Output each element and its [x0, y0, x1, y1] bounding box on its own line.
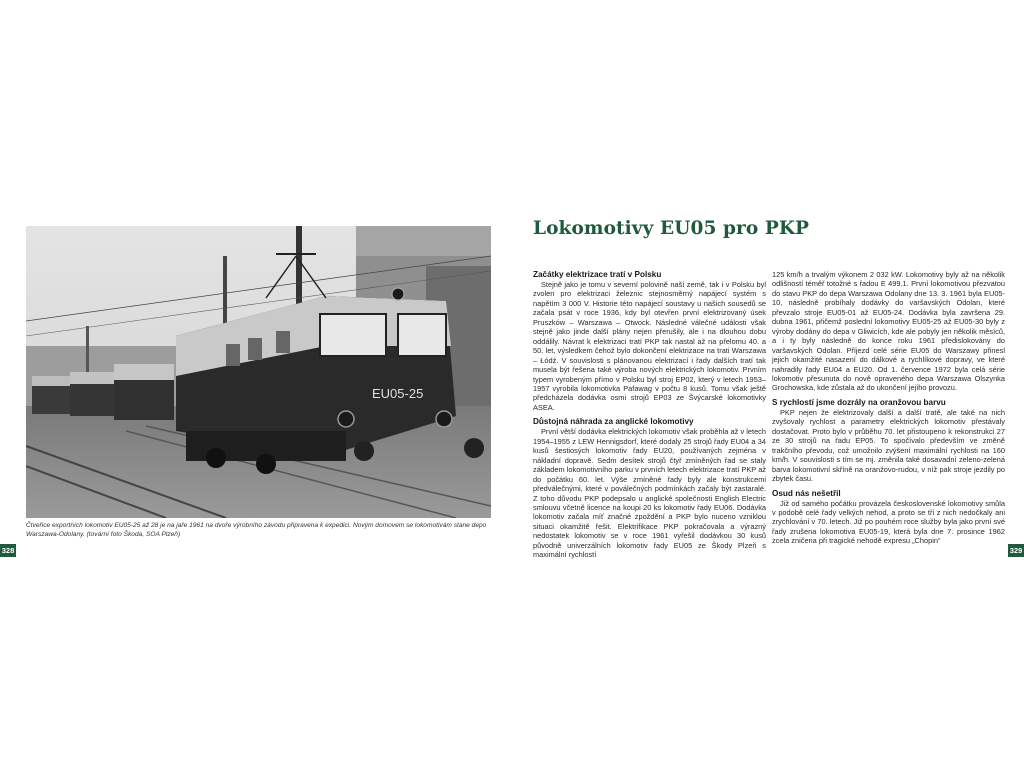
section-heading: Důstojná náhrada za anglické lokomotivy [533, 417, 694, 427]
text-column-1 [533, 270, 766, 560]
paragraph: Již od samého počátku provázela československé lokomotivy smůla v podobě celé řady velkých nehod, a proto se tři z nich nedočkaly ani zrychlování v 70. letech. Již po pouhém roce služby byla jako první své řady zrušena lokomotiva EU05-19, která byla dne 7. prosince 1962 zcela zničena při tragické nehodě expresu „Chopin“ [772, 498, 1005, 546]
paragraph: 125 km/h a trvalým výkonem 2 032 kW. Lokomotivy byly až na několik odlišností téměř totožné s řadou E 499.1. První lokomotivou přezvatou do stavu PKP do depa Warszawa Odolany dne 13. 3. 1961 byla EU05-10, následně probíhaly dodávky do varšavských Odolan, které převzalo stroje EU05-01 až EU05-24. Dodávka byla završena 29. dubna 1961, přičemž poslední lokomotivy EU05-25 až EU05-30 byly z výroby dodány do depa v Gliwicích, kde ale pobyly jen několik měsíců, a i ty byly následně do konce roku 1961 předislokovány do varšavských Odolan. Příjezd celé série EU05 do Warszawy přinesl jejich okamžité nasazení do dálkové a rychlíkové dopravy, ve které nahradily řady EU04 a EU20. Od 1. července 1972 byla celá série lokomotiv přesunuta do nově opraveného depa Warszawa Olszynka Grochowska, kde zůstala až do ukončení jejího provozu. [772, 270, 1005, 393]
section-heading: Osud nás nešetřil [772, 488, 841, 498]
photo-caption: Čtveřice exportních lokomotiv EU05-25 až 28 je na jaře 1961 na dvoře výrobního závodu připravena k expedici. Novým domovem se lokomotivám stane depo Warszawa-Odolany. (tovární foto Škoda, SOA Plzeň) [26, 522, 487, 538]
paragraph: První větší dodávka elektrických lokomotiv však proběhla až v letech 1954–1955 z LEW Hennigsdorf, které dodaly 25 strojů řady EU04 a 34 kusů šestiosých lokomotiv řady EU20, používaných zejména v nákladní dopravě. Sedm desítek strojů čtyř zmíněných řad se staly základem lokomotivního parku v prvních letech elektrizace tratí PKP až do počátku 60. let. Výše zmíněné řady byly ale konstrukcemi předválečnými, které v poválečných podmínkách začaly být zastaralé. Z toho důvodu PKP podepsalo u anglické společnosti English Electric smlouvu včetně licence na koupi 20 ks lokomotiv řady EU06. Dodávka lokomotiv začala míť značné zpoždění a PKP bylo nuceno vzniklou situaci okamžitě řešit. Elektrifikace PKP pokračovala a výrazný nedostatek lokomotiv se v roce 1961 vyřešil dodávkou 30 kusů původně univerzálních lokomotiv řady EU05 ze Škody Plzeň s maximální rychlostí [533, 427, 766, 560]
svg-text:EU05-25: EU05-25 [372, 386, 424, 401]
paragraph: PKP nejen že elektrizovaly další a další tratě, ale také na nich zvyšovaly rychlost a parametry elektrických lokomotiv přestávaly dostačovat. Proto bylo v průběhu 70. let přistoupeno k rekonstrukci 27 ze 30 strojů na řadu EP05. To spočívalo především ve změně trakčního převodu, což umožnilo zvýšení maximální rychlosti na 160 km/h. V souvislosti s tím se mj. změnila také dosavadní zeleno-zelená barva lokomotivní skříně na oranžovo-rudou, v níž pak stroje jezdily po zbytek času. [772, 407, 1005, 484]
page-number-right: 329 [1009, 546, 1023, 555]
page-number-left: 328 [1, 546, 15, 555]
chapter-title: Lokomotivy EU05 pro PKP [533, 218, 810, 239]
section-heading: S rychlostí jsme dozrály na oranžovou barvu [772, 397, 946, 407]
paragraph: Stejně jako je tomu v severní polovině naší země, tak i v Polsku byl zvolen pro elektrizaci železnic stejnosměrný napájecí systém s napětím 3 000 V. Historie této napájecí soustavy u našich sousedů se začala psát v roce 1936, kdy byl otevřen první elektrizovaný úsek Pruszków – Warszawa – Otwock. Následné válečné události však stejně jako jinde další plány nejen přerušily, ale i na dlouhou dobu oddálily. Návrat k elektrizaci tratí PKP tak nastal až na přelomu 40. a 50. let, výsledkem čehož bylo dokončení elektrizace na trati Warszawa – Łódź. V souvislosti s plánovanou elektrizací i řady dalších tratí tak musela být řešena také výroba nových elektrických lokomotiv. Prvním typem vyrobeným přímo v Polsku byl stroj EP02, který v letech 1953–1957 vyrobila lokomotivka Pafawag v počtu 8 kusů. Tomu však ještě předcházela dodávka osmi strojů EP03 ze Švýcarské lokomotivky ASEA. [533, 280, 766, 412]
locomotive-photo [26, 226, 491, 518]
section-heading: Začátky elektrizace tratí v Polsku [533, 270, 662, 279]
text-column-2 [772, 270, 1005, 546]
